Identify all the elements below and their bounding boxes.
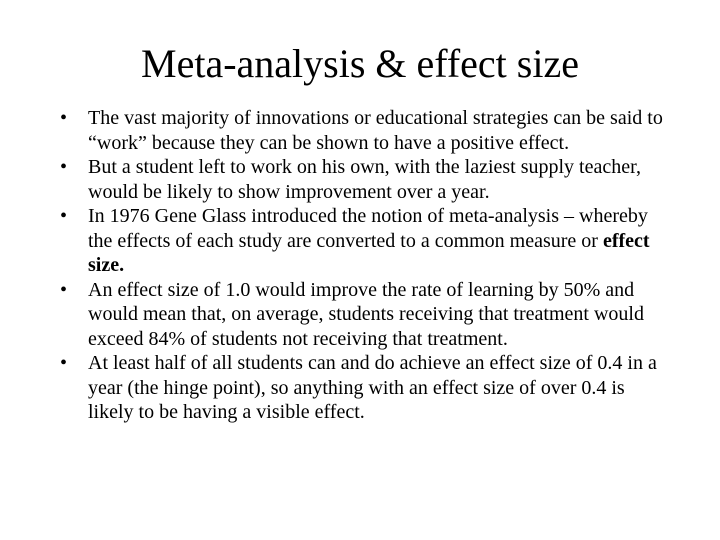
bullet-text: At least half of all students can and do achieve an effect size of 0.4 in a year (the hinge point), so anything with an effect size of over 0.4 is likely to be having a visible effect. <box>88 352 657 423</box>
bullet-text: In 1976 Gene Glass introduced the notion of meta-analysis – whereby the effects of each study are converted to a common measure or <box>88 205 648 252</box>
bullet-emphasis: effect size. <box>88 229 650 276</box>
bullet-item <box>60 106 670 155</box>
bullet-text: An effect size of 1.0 would improve the rate of learning by 50% and would mean that, on average, students receiving that treatment would exceed 84% of students not receiving that treatment. <box>88 278 644 350</box>
bullet-dot-icon: • <box>60 278 68 301</box>
bullet-text: The vast majority of innovations or educational strategies can be said to “work” because they can be shown to have a positive effect. <box>88 107 663 154</box>
bullet-dot-icon: • <box>60 107 68 129</box>
bullet-text: But a student left to work on his own, with the laziest supply teacher, would be likely to show improvement over a year. <box>88 156 641 203</box>
bullet-item <box>60 351 670 425</box>
bullet-dot-icon: • <box>60 205 68 227</box>
bullet-dot-icon: • <box>60 156 68 178</box>
slide-title: Meta-analysis & effect size <box>141 41 579 86</box>
bullet-dot-icon: • <box>60 352 68 374</box>
bullet-item <box>60 204 670 278</box>
bullet-item <box>60 278 670 352</box>
bullet-list <box>60 106 670 425</box>
bullet-item <box>60 155 670 204</box>
